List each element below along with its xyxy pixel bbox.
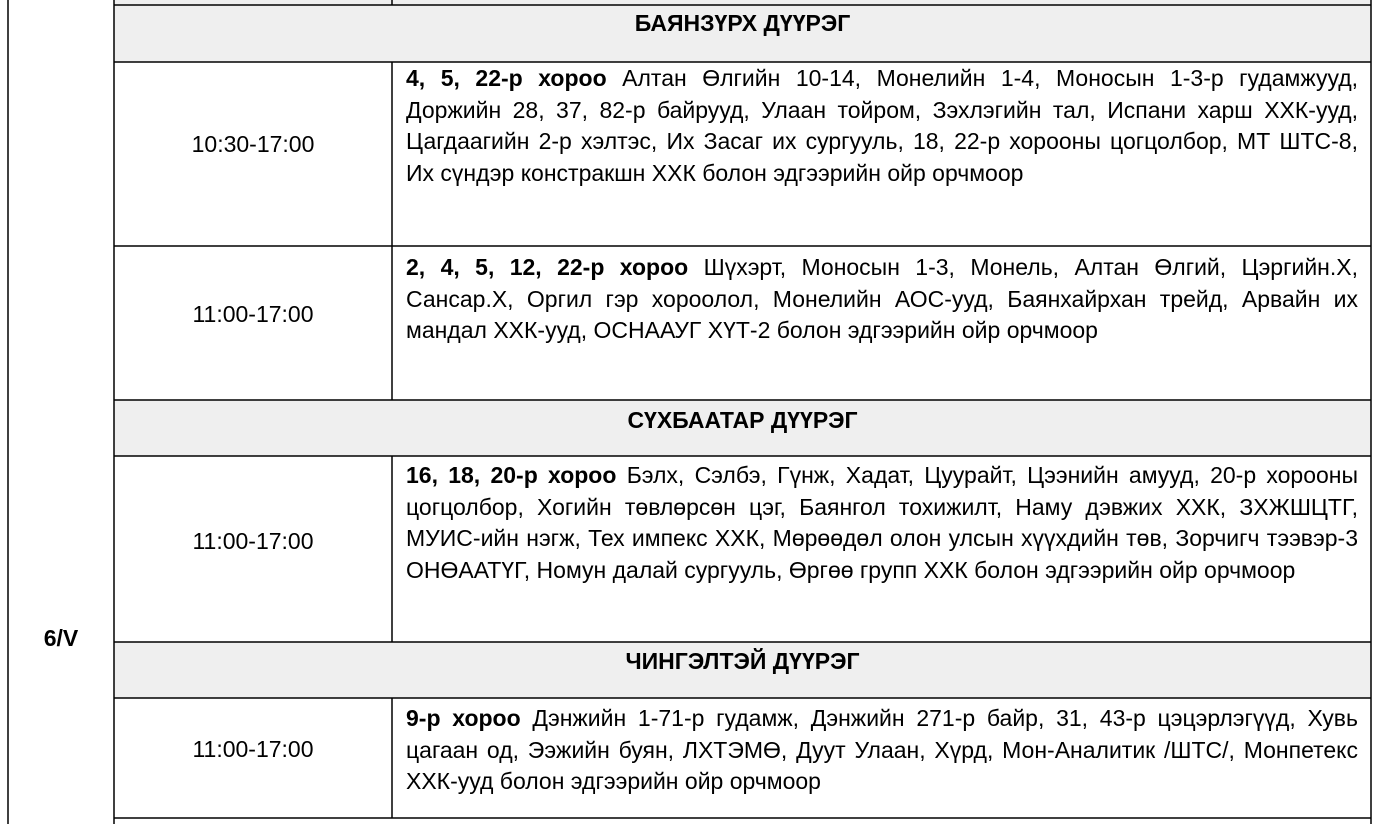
khoroo-label: 4, 5, 22-р хороо [406,65,607,91]
khoroo-label: 2, 4, 5, 12, 22-р хороо [406,254,689,280]
district-heading: ЧИНГЭЛТЭЙ ДҮҮРЭГ [625,648,860,674]
location-description [406,252,1358,347]
district-heading: СҮХБААТАР ДҮҮРЭГ [627,407,858,433]
location-text: Дэнжийн 1-71-р гудамж, Дэнжийн 271-р байр, 31, 43-р цэцэрлэгүүд, Хувь цагаан од, Ээжийн буян, ЛХТЭМӨ, Дуут Улаан, Хүрд, Мон-Аналитик /ШТС/, Монпетекс ХХК-ууд болон эдгээрийн ойр орчмоор [406,705,1359,794]
time-cell: 11:00-17:00 [192,736,314,762]
location-text: Бэлх, Сэлбэ, Гүнж, Хадат, Цуурайт, Цээнийн амууд, 20-р хорооны цогцолбор, Хогийн төвлөрсөн цэг, Баянгол тохижилт, Наму дэвжих ХХК, ЗХЖШЦТГ, МУИС-ийн нэгж, Тех импекс ХХК, Мөрөөдөл олон улсын хүүхдийн төв, Зорчигч тээвэр-3 ОНӨААТҮГ, Номун далай сургууль, Өргөө групп ХХК болон эдгээрийн ойр орчмоор [406,462,1359,583]
location-text: Шүхэрт, Моносын 1-3, Монель, Алтан Өлгий, Цэргийн.Х, Сансар.Х, Оргил гэр хороолол, Монелийн АОС-ууд, Баянхайрхан трейд, Арвайн их мандал ХХК-ууд, ОСНААУГ ХҮТ-2 болон эдгээрийн ойр орчмоор [406,254,1359,343]
location-description [406,460,1358,586]
khoroo-label: 9-р хороо [406,705,521,731]
location-description [406,703,1358,798]
location-text: Алтан Өлгийн 10-14, Монелийн 1-4, Моносын 1-3-р гудамжууд, Доржийн 28, 37, 82-р байрууд, Улаан тойром, Зэхлэгийн тал, Испани харш ХХК-ууд, Цагдаагийн 2-р хэлтэс, Их Засаг их сургууль, 18, 22-р хорооны цогцолбор, МТ ШТС-8, Их сүндэр констракшн ХХК болон эдгээрийн ойр орчмоор [406,65,1359,186]
time-cell: 10:30-17:00 [191,131,315,157]
time-cell: 11:00-17:00 [192,301,314,327]
khoroo-label: 16, 18, 20-р хороо [406,462,617,488]
district-heading: БАЯНЗҮРХ ДҮҮРЭГ [634,10,851,36]
location-description [406,63,1358,189]
date-cell: 6/V [43,625,79,651]
time-cell: 11:00-17:00 [192,528,314,554]
